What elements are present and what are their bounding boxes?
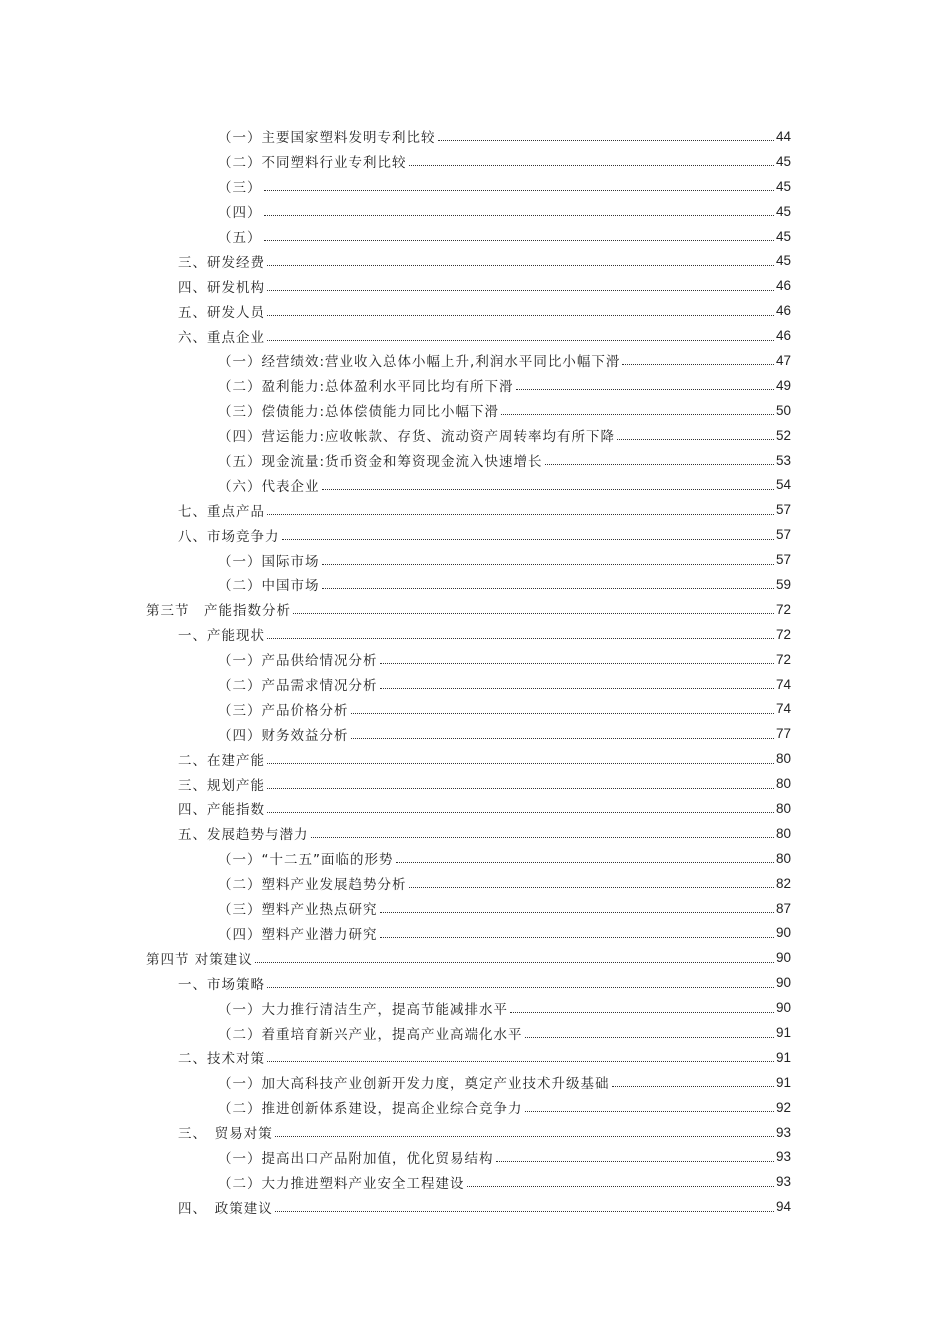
dot-leader (264, 189, 775, 191)
toc-entry-title: 四、产能指数 (178, 802, 265, 819)
dot-leader (409, 886, 775, 888)
toc-entry-page-number: 94 (776, 1199, 792, 1215)
dot-leader (617, 438, 774, 440)
toc-entry[interactable] (0, 248, 950, 273)
toc-entry[interactable] (0, 572, 950, 597)
toc-entry-title: （一）大力推行清洁生产，提高节能减排水平 (218, 1001, 508, 1018)
toc-entry-title: （二）大力推进塑料产业安全工程建设 (218, 1175, 465, 1192)
toc-entry-page-number: 44 (776, 128, 792, 144)
toc-entry[interactable] (0, 622, 950, 647)
toc-entry[interactable] (0, 373, 950, 398)
toc-entry[interactable] (0, 672, 950, 697)
toc-entry-title: 一、产能现状 (178, 628, 265, 645)
toc-entry-page-number: 92 (776, 1099, 792, 1115)
toc-entry-page-number: 91 (776, 1025, 792, 1040)
toc-entry-title: （一）“十二五”面临的形势 (218, 852, 394, 869)
toc-entry[interactable] (0, 1070, 950, 1095)
toc-entry-title: （二）不同塑料行业专利比较 (218, 155, 407, 172)
toc-entry[interactable] (0, 224, 950, 249)
toc-entry-page-number: 80 (776, 776, 792, 792)
toc-entry[interactable] (0, 522, 950, 547)
dot-leader (267, 513, 774, 515)
dot-leader (396, 861, 775, 863)
toc-entry-page-number: 47 (776, 352, 792, 368)
toc-entry-page-number: 46 (776, 328, 792, 344)
dot-leader (293, 612, 774, 614)
toc-entry[interactable] (0, 746, 950, 771)
dot-leader (409, 164, 775, 166)
dot-leader (351, 712, 775, 714)
toc-entry[interactable] (0, 721, 950, 746)
dot-leader (525, 1110, 775, 1112)
toc-entry-page-number: 72 (776, 626, 792, 642)
toc-entry[interactable] (0, 298, 950, 323)
toc-entry[interactable] (0, 1020, 950, 1045)
toc-entry-title: （三） (218, 180, 262, 197)
toc-entry-title: 四、研发机构 (178, 279, 265, 296)
dot-leader (322, 488, 775, 490)
toc-entry[interactable] (0, 1045, 950, 1070)
dot-leader (267, 986, 774, 988)
toc-entry-page-number: 49 (776, 377, 792, 393)
toc-entry-page-number: 93 (776, 1124, 792, 1140)
dot-leader (351, 737, 775, 739)
toc-entry-page-number: 45 (776, 203, 792, 219)
dot-leader (612, 1085, 775, 1087)
dot-leader (501, 413, 774, 415)
toc-entry[interactable] (0, 348, 950, 373)
dot-leader (380, 662, 775, 664)
toc-entry-title: （一）经营绩效:营业收入总体小幅上升,利润水平同比小幅下滑 (218, 354, 621, 371)
dot-leader (267, 314, 774, 316)
toc-entry-title: 五、研发人员 (178, 304, 265, 321)
toc-entry-page-number: 87 (776, 900, 792, 916)
dot-leader (267, 264, 774, 266)
toc-entry-title: （一）产品供给情况分析 (218, 653, 378, 670)
dot-leader (267, 1060, 774, 1062)
toc-entry[interactable] (0, 1120, 950, 1145)
dot-leader (267, 811, 774, 813)
toc-entry-page-number: 59 (776, 576, 792, 592)
toc-entry-title: （三）塑料产业热点研究 (218, 902, 378, 919)
toc-entry-title: 三、研发经费 (178, 254, 265, 271)
toc-entry-title: 四、 政策建议 (178, 1200, 273, 1217)
toc-entry-title: （二）产品需求情况分析 (218, 678, 378, 695)
toc-entry-title: （四） (218, 205, 262, 222)
toc-entry[interactable] (0, 149, 950, 174)
toc-entry-page-number: 72 (776, 651, 792, 667)
dot-leader (275, 1135, 774, 1137)
toc-entry-page-number: 52 (776, 427, 792, 443)
toc-entry-title: （一）主要国家塑料发明专利比较 (218, 130, 436, 147)
toc-entry[interactable] (0, 398, 950, 423)
toc-entry-title: （二）着重培育新兴产业，提高产业高端化水平 (218, 1026, 523, 1043)
toc-entry-title: （五） (218, 230, 262, 246)
toc-entry-page-number: 90 (776, 950, 792, 966)
dot-leader (282, 538, 775, 540)
toc-entry-page-number: 93 (776, 1174, 792, 1190)
toc-entry-title: （三）偿债能力:总体偿债能力同比小幅下滑 (218, 404, 500, 421)
toc-entry-page-number: 80 (776, 751, 792, 767)
toc-entry[interactable] (0, 323, 950, 348)
toc-entry[interactable] (0, 871, 950, 896)
toc-entry[interactable] (0, 1095, 950, 1120)
toc-entry-page-number: 54 (776, 477, 792, 493)
toc-entry-title: 六、重点企业 (178, 329, 265, 346)
dot-leader (496, 1160, 775, 1162)
toc-entry-title: （一）提高出口产品附加值，优化贸易结构 (218, 1150, 494, 1167)
dot-leader (380, 936, 775, 938)
toc-entry[interactable] (0, 995, 950, 1020)
toc-entry-page-number: 91 (776, 1049, 792, 1065)
dot-leader (322, 587, 775, 589)
toc-entry[interactable] (0, 771, 950, 796)
toc-entry-title: （六）代表企业 (218, 478, 320, 495)
dot-leader (267, 289, 774, 291)
dot-leader (267, 762, 774, 764)
toc-entry-title: （三）产品价格分析 (218, 702, 349, 719)
toc-entry-title: （四）营运能力:应收帐款、存货、流动资产周转率均有所下降 (218, 429, 616, 446)
toc-entry-title: （四）财务效益分析 (218, 727, 349, 744)
toc-entry[interactable] (0, 423, 950, 448)
toc-entry-page-number: 91 (776, 1074, 792, 1090)
table-of-contents (0, 124, 950, 1219)
toc-entry[interactable] (0, 696, 950, 721)
dot-leader (264, 214, 775, 216)
toc-entry-page-number: 82 (776, 875, 792, 891)
toc-entry-page-number: 72 (776, 601, 792, 617)
dot-leader (267, 787, 774, 789)
dot-leader (545, 463, 774, 465)
toc-entry[interactable] (0, 1194, 950, 1219)
toc-entry-page-number: 80 (776, 800, 792, 816)
toc-entry[interactable] (0, 597, 950, 622)
toc-entry[interactable] (0, 273, 950, 298)
toc-entry[interactable] (0, 199, 950, 224)
dot-leader (525, 1036, 775, 1038)
toc-entry[interactable] (0, 921, 950, 946)
toc-entry-page-number: 90 (776, 1000, 792, 1016)
toc-entry-page-number: 46 (776, 303, 792, 319)
toc-entry[interactable] (0, 647, 950, 672)
toc-entry[interactable] (0, 846, 950, 871)
toc-entry-title: 三、规划产能 (178, 777, 265, 794)
toc-entry-title: （五）现金流量:货币资金和筹资现金流入快速增长 (218, 454, 543, 471)
toc-entry-page-number: 74 (776, 701, 792, 717)
dot-leader (267, 339, 774, 341)
toc-entry-title: （四）塑料产业潜力研究 (218, 926, 378, 943)
toc-entry[interactable] (0, 821, 950, 846)
toc-entry-title: （二）塑料产业发展趋势分析 (218, 877, 407, 894)
toc-entry[interactable] (0, 174, 950, 199)
toc-entry-page-number: 90 (776, 925, 792, 941)
dot-leader (516, 388, 774, 390)
toc-entry-title: 一、市场策略 (178, 976, 265, 993)
dot-leader (510, 1011, 774, 1013)
toc-entry-title: 七、重点产品 (178, 503, 265, 520)
toc-entry-page-number: 74 (776, 676, 792, 692)
toc-entry-page-number: 50 (776, 402, 792, 418)
toc-entry-title: 三、 贸易对策 (178, 1126, 273, 1143)
toc-entry-title: 五、发展趋势与潜力 (178, 827, 309, 844)
toc-entry[interactable] (0, 796, 950, 821)
toc-entry-page-number: 80 (776, 850, 792, 866)
toc-entry[interactable] (0, 448, 950, 473)
toc-entry[interactable] (0, 472, 950, 497)
toc-entry-page-number: 90 (776, 975, 792, 991)
dot-leader (264, 239, 775, 241)
dot-leader (380, 687, 775, 689)
dot-leader (311, 836, 775, 838)
toc-entry[interactable] (0, 1169, 950, 1194)
toc-entry-page-number: 77 (776, 726, 792, 742)
toc-entry-page-number: 93 (776, 1149, 792, 1165)
toc-entry-page-number: 53 (776, 452, 792, 468)
toc-entry-page-number: 45 (776, 253, 792, 269)
toc-entry-page-number: 45 (776, 228, 792, 244)
toc-entry-page-number: 45 (776, 153, 792, 169)
dot-leader (380, 911, 775, 913)
toc-entry-page-number: 46 (776, 278, 792, 294)
dot-leader (255, 961, 774, 963)
dot-leader (322, 563, 775, 565)
dot-leader (267, 637, 774, 639)
toc-entry-page-number: 45 (776, 178, 792, 194)
toc-entry-title: 第三节 产能指数分析 (146, 603, 291, 620)
dot-leader (622, 363, 774, 365)
toc-entry-title: （二）推进创新体系建设，提高企业综合竞争力 (218, 1101, 523, 1118)
toc-entry-title: （二）盈利能力:总体盈利水平同比均有所下滑 (218, 379, 514, 396)
toc-entry-page-number: 80 (776, 825, 792, 841)
toc-entry-page-number: 57 (776, 502, 792, 518)
toc-entry[interactable] (0, 970, 950, 995)
toc-entry[interactable] (0, 124, 950, 149)
toc-entry-title: 八、市场竞争力 (178, 528, 280, 545)
toc-entry[interactable] (0, 1145, 950, 1170)
toc-entry-page-number: 57 (776, 527, 792, 543)
dot-leader (275, 1210, 774, 1212)
toc-entry-title: （一）国际市场 (218, 553, 320, 570)
toc-entry-page-number: 57 (776, 552, 792, 568)
toc-entry-title: 二、在建产能 (178, 752, 265, 769)
toc-entry[interactable] (0, 547, 950, 572)
toc-entry-title: 第四节 对策建议 (146, 951, 253, 968)
toc-entry[interactable] (0, 497, 950, 522)
dot-leader (438, 139, 775, 141)
toc-entry-title: （二）中国市场 (218, 578, 320, 595)
toc-entry-title: （一）加大高科技产业创新开发力度，奠定产业技术升级基础 (218, 1076, 610, 1093)
dot-leader (467, 1185, 775, 1187)
toc-entry-title: 二、技术对策 (178, 1051, 265, 1068)
toc-entry[interactable] (0, 896, 950, 921)
toc-entry[interactable] (0, 945, 950, 970)
